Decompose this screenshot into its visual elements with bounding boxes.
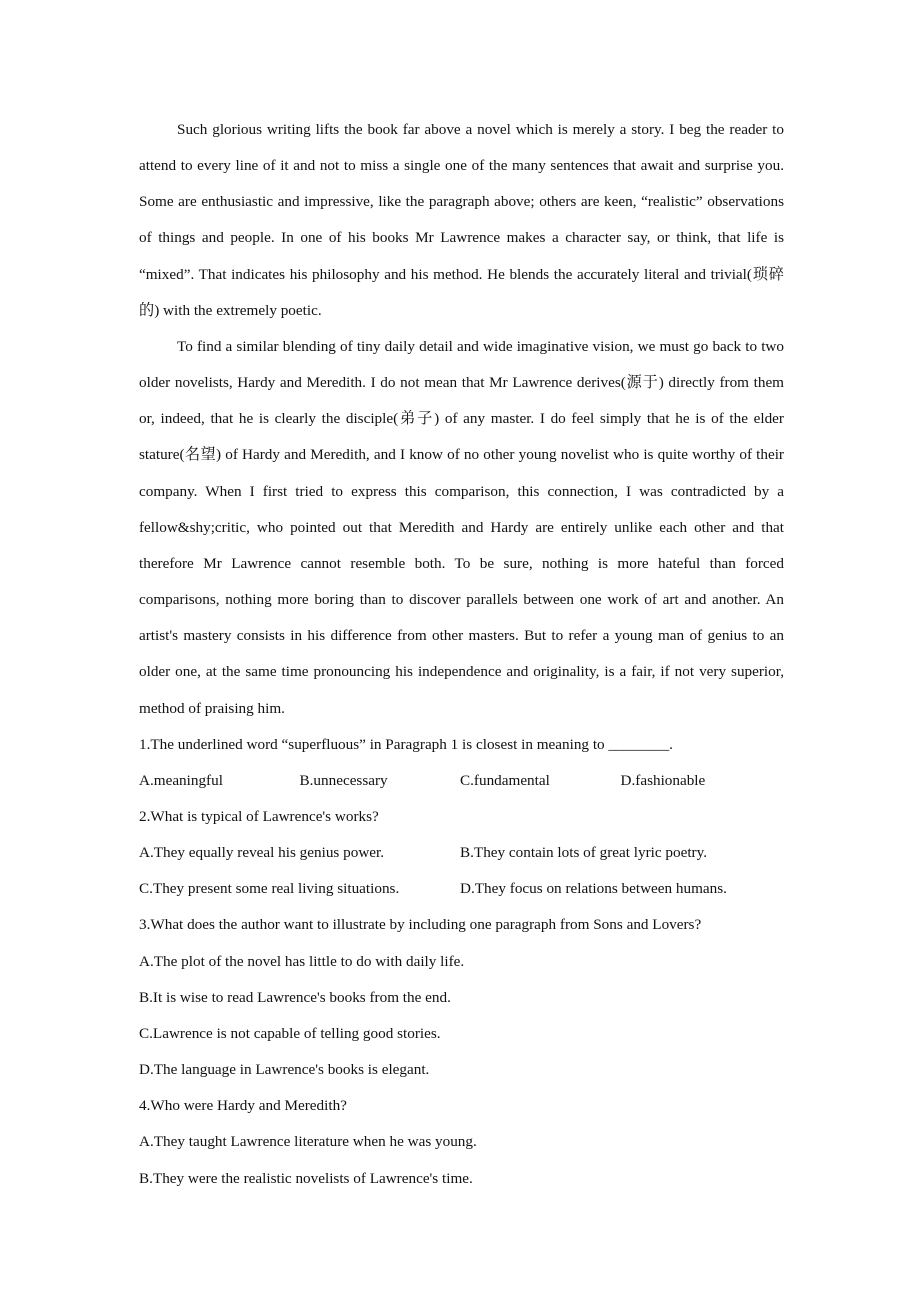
question-4-option-a: A.They taught Lawrence literature when he was young.: [139, 1133, 477, 1151]
question-1-option-b: B.unnecessary: [299, 771, 388, 789]
question-2: [139, 799, 784, 907]
question-1-option-a: A.meaningful: [139, 771, 223, 789]
document-page: [139, 112, 784, 1197]
question-4-option-b: B.They were the realistic novelists of Lawrence's time.: [139, 1169, 473, 1187]
question-2-option-b: B.They contain lots of great lyric poetry.: [460, 844, 708, 862]
question-1-options: [139, 763, 784, 799]
question-1-option-d: D.fashionable: [620, 771, 706, 789]
question-3-stem: 3.What does the author want to illustrate by including one paragraph from Sons and Lovers?: [139, 916, 702, 934]
question-4: [139, 1088, 784, 1196]
question-3-option-b: B.It is wise to read Lawrence's books from the end.: [139, 988, 451, 1006]
question-2-options-row-2: [139, 871, 784, 907]
question-3-option-c: C.Lawrence is not capable of telling good stories.: [139, 1024, 441, 1042]
question-3: [139, 907, 784, 1088]
question-2-option-d: D.They focus on relations between humans.: [460, 880, 727, 898]
question-1-option-c: C.fundamental: [460, 771, 550, 789]
question-3-option-a: A.The plot of the novel has little to do with daily life.: [139, 952, 465, 970]
passage-paragraph-2: To find a similar blending of tiny daily detail and wide imaginative vision, we must go back to two older novelists, Hardy and Meredith. I do not mean that Mr Lawrence derives(源于) directly from them or, indeed, that he is clearly the disciple(弟子) of any master. I do feel simply that he is of the elder stature(名望) of Hardy and Meredith, and I know of no other young novelist who is quite worthy of their company. When I first tried to express this comparison, this connection, I was contradicted by a fellow&shy;critic, who pointed out that Meredith and Hardy are entirely unlike each other and that therefore Mr Lawrence cannot resemble both. To be sure, nothing is more hateful than forced comparisons, nothing more boring than to discover parallels between one work of art and another. An artist's mastery consists in his difference from other masters. But to refer a young man of genius to an older one, at the same time pronouncing his independence and originality, is a fair, if not very superior, method of praising him.: [139, 337, 784, 717]
question-2-option-c: C.They present some real living situations.: [139, 880, 400, 898]
passage-paragraph-1: Such glorious writing lifts the book far above a novel which is merely a story. I beg the reader to attend to every line of it and not to miss a single one of the many sentences that await and surprise you. Some are enthusiastic and impressive, like the paragraph above; others are keen, “realistic” observations of things and people. In one of his books Mr Lawrence makes a character say, or think, that life is “mixed”. That indicates his philosophy and his method. He blends the accurately literal and trivial(琐碎的) with the extremely poetic.: [139, 121, 784, 319]
question-4-stem: 4.Who were Hardy and Meredith?: [139, 1097, 347, 1115]
question-2-stem: 2.What is typical of Lawrence's works?: [139, 807, 379, 825]
question-1-stem: 1.The underlined word “superfluous” in Paragraph 1 is closest in meaning to ________.: [139, 735, 673, 753]
question-1: [139, 727, 784, 799]
question-3-option-d: D.The language in Lawrence's books is elegant.: [139, 1061, 430, 1079]
question-2-options-row-1: [139, 835, 784, 871]
question-2-option-a: A.They equally reveal his genius power.: [139, 844, 385, 862]
